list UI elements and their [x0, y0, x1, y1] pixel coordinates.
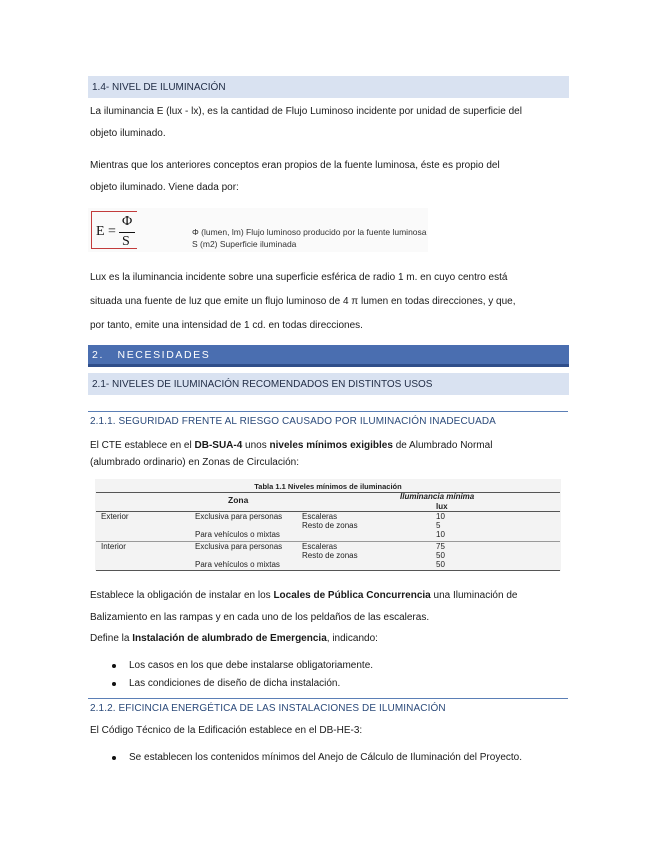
table-rule — [96, 570, 560, 571]
paragraph-iluminancia — [90, 101, 568, 145]
text-line: Mientras que los anteriores conceptos eran propios de la fuente luminosa, éste es propio del — [90, 160, 500, 171]
paragraph-db-he3: El Código Técnico de la Edificación establece en el DB-HE-3: — [90, 725, 363, 736]
subsection-rule — [88, 411, 568, 412]
list-item: Las condiciones de diseño de dicha instalación. — [129, 678, 341, 689]
formula-legend-surface: S (m2) Superficie iluminada — [192, 239, 297, 249]
table-header-zona: Zona — [228, 495, 249, 505]
text-run: unos — [242, 440, 270, 451]
formula-numerator: Φ — [122, 214, 133, 229]
text-run: Define la — [90, 633, 133, 644]
formula-denominator: S — [122, 234, 130, 249]
section-heading-nivel-iluminacion — [88, 76, 569, 98]
text-line: por tanto, emite una intensidad de 1 cd. en todas direcciones. — [90, 320, 363, 331]
text-bold: Instalación de alumbrado de Emergencia — [132, 633, 327, 644]
table-cell-lux: 50 — [436, 560, 445, 569]
text-run: El CTE establece en el — [90, 440, 195, 451]
section-heading-text: 2.1- NIVELES DE ILUMINACIÓN RECOMENDADOS EN DISTINTOS USOS — [92, 378, 433, 390]
text-line: objeto iluminado. — [90, 128, 166, 139]
text-bold: DB-SUA-4 — [194, 440, 243, 451]
text-line: objeto iluminado. Viene dada por: — [90, 182, 239, 193]
text-line: Balizamiento en las rampas y en cada uno de los peldaños de las escaleras. — [90, 612, 430, 623]
text-bold: niveles mínimos exigibles — [269, 440, 393, 451]
table-cell-lux: 75 — [436, 542, 445, 551]
fraction-bar — [119, 232, 135, 233]
table-cell-subzone: Escaleras — [302, 512, 338, 521]
text-run: una Iluminación de — [430, 590, 518, 601]
formula-legend-flux: Φ (lumen, lm) Flujo luminoso producido por la fuente luminosa — [192, 227, 427, 237]
list-item: Los casos en los que debe instalarse obligatoriamente. — [129, 660, 374, 671]
bullet-icon — [112, 664, 116, 668]
text-bold: Locales de Pública Concurrencia — [273, 590, 431, 601]
table-cell-type: Para vehículos o mixtas — [195, 560, 280, 569]
text-run: , indicando: — [326, 633, 378, 644]
formula-lhs: E = — [96, 224, 116, 239]
table-cell-area: Exterior — [101, 512, 129, 521]
table-cell-lux: 50 — [436, 551, 445, 560]
bullet-icon — [112, 682, 116, 686]
paragraph-balizamiento — [90, 585, 568, 629]
text-line: Lux es la iluminancia incidente sobre una superficie esférica de radio 1 m. en cuyo centro está — [90, 272, 508, 283]
paragraph-conceptos — [90, 155, 568, 199]
text-line: (alumbrado ordinario) en Zonas de Circulación: — [90, 457, 299, 468]
bullet-icon — [112, 756, 116, 760]
table-cell-subzone: Resto de zonas — [302, 551, 358, 560]
table-cell-type: Para vehículos o mixtas — [195, 530, 280, 539]
section-heading-niveles-recomendados — [88, 373, 569, 395]
table-cell-lux: 5 — [436, 521, 441, 530]
subsection-heading-eficiencia: 2.1.2. EFICINCIA ENERGÉTICA DE LAS INSTALACIONES DE ILUMINACIÓN — [90, 703, 446, 714]
table-cell-subzone: Resto de zonas — [302, 521, 358, 530]
text-line: La iluminancia E (lux - lx), es la cantidad de Flujo Luminoso incidente por unidad de superficie del — [90, 106, 522, 117]
table-cell-subzone: Escaleras — [302, 542, 338, 551]
paragraph-cte-intro — [90, 437, 568, 471]
list-item: Se establecen los contenidos mínimos del Anejo de Cálculo de Iluminación del Proyecto. — [129, 752, 523, 763]
table-rule — [96, 541, 560, 542]
table-cell-type: Exclusiva para personas — [195, 512, 283, 521]
subsection-heading-seguridad: 2.1.1. SEGURIDAD FRENTE AL RIESGO CAUSADO POR ILUMINACIÓN INADECUADA — [90, 416, 496, 427]
text-run: de Alumbrado Normal — [392, 440, 493, 451]
table-cell-type: Exclusiva para personas — [195, 542, 283, 551]
section-heading-necesidades — [88, 345, 569, 367]
table-header-lux: lux — [436, 502, 448, 511]
section-heading-text: 1.4- NIVEL DE ILUMINACIÓN — [92, 81, 226, 93]
text-line: situada una fuente de luz que emite un flujo luminoso de 4 π lumen en todas direcciones, y que, — [90, 296, 516, 307]
paragraph-emergencia — [90, 628, 568, 650]
table-cell-lux: 10 — [436, 530, 445, 539]
table-header-iluminancia: Iluminancia mínima — [400, 492, 475, 501]
subsection-rule — [88, 698, 568, 699]
paragraph-lux — [90, 266, 568, 338]
table-cell-area: Interior — [101, 542, 126, 551]
table-cell-lux: 10 — [436, 512, 445, 521]
section-heading-text: 2. NECESIDADES — [92, 348, 211, 361]
text-run: Establece la obligación de instalar en los — [90, 590, 274, 601]
table-rule — [96, 492, 560, 493]
table-title: Tabla 1.1 Niveles mínimos de iluminación — [254, 482, 402, 491]
